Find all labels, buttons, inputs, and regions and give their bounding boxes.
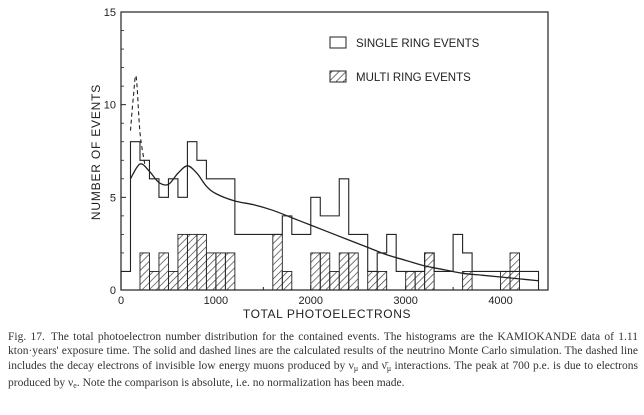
caption-sub-e: e xyxy=(73,381,77,391)
single-ring-bar xyxy=(244,234,253,290)
single-ring-bar xyxy=(130,142,139,290)
multi-ring-bar xyxy=(349,253,358,290)
legend-swatch-single-ring xyxy=(330,37,346,48)
single-ring-bar xyxy=(301,234,310,290)
multi-ring-bar xyxy=(216,253,225,290)
multi-ring-bar xyxy=(225,253,234,290)
single-ring-bar xyxy=(482,271,491,290)
caption-text-and: and ν̄ xyxy=(358,359,387,372)
x-axis-title: TOTAL PHOTOELECTRONS xyxy=(242,307,412,321)
caption-sub-mu-2: μ xyxy=(386,363,392,373)
legend xyxy=(330,37,480,84)
caption-label: Fig. 17. xyxy=(8,331,45,343)
multi-ring-bar xyxy=(159,253,168,290)
caption-text-3: . Note the comparison is absolute, i.e. no normalization has been made. xyxy=(76,377,405,390)
multi-ring-bar xyxy=(140,253,149,290)
single-ring-bar xyxy=(453,234,462,290)
single-ring-bar xyxy=(358,234,367,290)
legend-label-multi-ring: MULTI RING EVENTS xyxy=(356,72,471,84)
x-tick-label: 2000 xyxy=(298,295,324,307)
y-tick-label: 0 xyxy=(109,285,116,297)
multi-ring-bar xyxy=(510,253,519,290)
single-ring-bar xyxy=(444,271,453,290)
legend-swatch-multi-ring xyxy=(330,71,346,82)
multi-ring-bar xyxy=(330,271,339,290)
y-tick-label: 5 xyxy=(109,192,116,205)
single-ring-bar xyxy=(387,234,396,290)
single-ring-bar xyxy=(263,234,272,290)
y-tick-label: 10 xyxy=(103,99,116,112)
multi-ring-bar xyxy=(377,271,386,290)
figure-caption xyxy=(8,330,638,414)
caption-sub-mu-1: μ xyxy=(353,363,359,373)
multi-ring-bar xyxy=(311,253,320,290)
multi-ring-bar xyxy=(187,234,196,290)
multi-ring-bar xyxy=(197,234,206,290)
multi-ring-bar xyxy=(406,271,415,290)
x-tick-label: 0 xyxy=(117,295,125,307)
multi-ring-bar xyxy=(320,253,329,290)
multi-ring-bar xyxy=(206,253,215,290)
single-ring-bar xyxy=(434,271,443,290)
multi-ring-bar xyxy=(368,271,377,290)
caption-text-1: The total photoelectron number distribution for the contained events. The histograms are the KAMIOKANDE data of 1.11 kton·years' exposure time. The solid and dashed lines are the calculated results of the neutrino Monte Carlo simulation. The dashed line includes the decay electrons of invisible low energy muons produced by ν xyxy=(8,331,639,372)
single-ring-bar xyxy=(254,234,263,290)
multi-ring-bar xyxy=(178,234,187,290)
x-tick-label: 3000 xyxy=(393,295,418,307)
single-ring-bar xyxy=(121,271,130,290)
x-tick-label: 4000 xyxy=(488,295,513,307)
single-ring-bar xyxy=(520,271,529,290)
single-ring-bar xyxy=(292,234,301,290)
y-tick-label: 15 xyxy=(103,7,116,19)
single-ring-bar xyxy=(396,271,405,290)
multi-ring-bar xyxy=(415,271,424,290)
multi-ring-bar xyxy=(273,234,282,290)
multi-ring-bar xyxy=(282,271,291,290)
caption-text-2: interactions. The peak at 700 p.e. is due to electrons produced by ν xyxy=(8,359,638,390)
mc-curve-dashed xyxy=(130,76,144,164)
multi-ring-bar xyxy=(339,253,348,290)
single-ring-bar xyxy=(235,234,244,290)
multi-ring-bar xyxy=(501,271,510,290)
multi-ring-bar xyxy=(168,271,177,290)
x-tick-label: 1000 xyxy=(203,295,229,307)
single-ring-bar xyxy=(491,271,500,290)
multi-ring-bar xyxy=(149,271,158,290)
legend-label-single-ring: SINGLE RING EVENTS xyxy=(356,38,480,50)
y-axis-title: NUMBER OF EVENTS xyxy=(89,83,103,221)
multi-ring-bar xyxy=(425,253,434,290)
